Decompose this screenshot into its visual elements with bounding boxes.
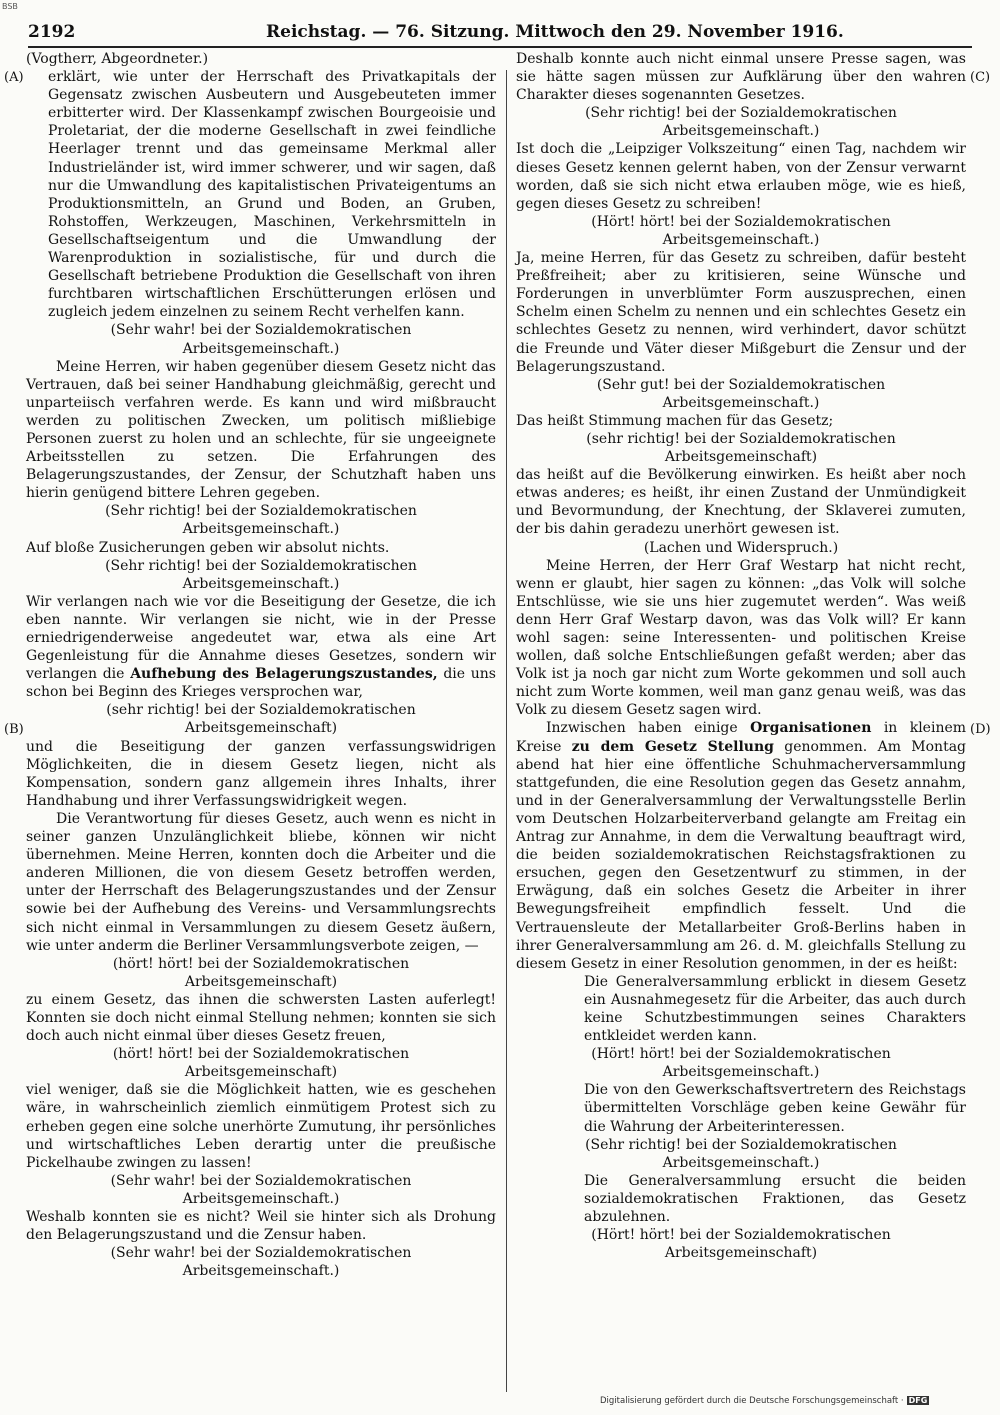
paragraph: Deshalb konnte auch nicht einmal unsere Presse sagen, was sie hätte sagen müssen zur Aufklärung über den wahren Charakter dieses sogenannten Gesetzes. (516, 51, 966, 104)
interjection: (Hört! hört! bei der Sozialdemokratischen Arbeitsgemeinschaft.) (591, 213, 891, 248)
left-column (26, 50, 496, 1280)
interjection: (sehr richtig! bei der Sozialdemokratischen Arbeitsgemeinschaft) (586, 430, 896, 466)
interjection: (Sehr richtig! bei der Sozialdemokratischen Arbeitsgemeinschaft.) (105, 503, 417, 538)
paragraph: erklärt, wie unter der Herrschaft des Privatkapitals der Gegensatz zwischen Ausbeutern und Ausgebeuteten immer erbitterter wird. Der Klassenkampf zwischen Bourgeoisie und Proletariat, der die moderne Gesellschaft in zwei feindliche Heerlager trennt und das gemeinsame Merkmal aller Industrieländer ist, wird immer schwerer, und wir sagen, daß nur die Umwandlung des kapitalistischen Privateigentums an Produktionsmitteln, an Grund und Boden, an Gruben, Rohstoffen, Werkzeugen, Maschinen, Verkehrsmitteln in Gesellschaftseigentum und die Umwandlung der Warenproduktion in sozialistische, für und durch die Gesellschaft betriebene Produktion die Gesellschaft von ihren furchtbaren wirtschaftlichen Erschütterungen erlösen und zugleich jedem einzelnen zu seinem Recht verhelfen kann. (48, 69, 496, 321)
paragraph: Die Verantwortung für dieses Gesetz, auch wenn es nicht in seiner ganzen Unzulänglichkeit bliebe, können wir nicht übernehmen. Meine Herren, konnten doch die Arbeiter und die anderen Millionen, die von diesem Gesetz betroffen werden, unter der Herrschaft des Belagerungszustandes und der Zensur sowie bei der Aufhebung des Vereins- und Versammlungsrechts sich nicht einmal in Versammlungen zu diesem Gesetz äußern, wie unter anderm die Berliner Versammlungsverbote zeigen, — (26, 810, 496, 954)
quoted-resolution: Die Generalversammlung erblickt in diesem Gesetz ein Ausnahmegesetz für die Arbeiter, das auch durch keine Schutzbestimmungen seines Charakters entkleidet werden kann. (584, 973, 966, 1045)
speaker-heading: (Vogtherr, Abgeordneter.) (26, 51, 209, 67)
paragraph: Ist doch die „Leipziger Volkszeitung“ einen Tag, nachdem wir dieses Gesetz kennen gelernt haben, von der Zensur verwarnt worden, daß sie sich nicht etwa erlauben möge, wie es hieß, gegen dieses Gesetz zu schreiben! (516, 141, 966, 212)
interjection: (Hört! hört! bei der Sozialdemokratischen Arbeitsgemeinschaft.) (591, 1046, 891, 1081)
paragraph: viel weniger, daß sie die Möglichkeit hatten, wie es geschehen wäre, in wahrscheinlich ziemlich einmütigem Protest sich zu erheben gegen eine solche unerhörte Zumutung, ihr persönliches und wirtschaftliches Leben derartig unter die preußische Pickelhaube zwingen zu lassen! (26, 1082, 496, 1171)
paragraph: zu einem Gesetz, das ihnen die schwersten Lasten auferlegt! Konnten sie doch nicht einmal Stellung nehmen; konnten sie sich doch auch nicht einmal über dieses Gesetz freuen, (26, 991, 496, 1045)
interjection: (Sehr richtig! bei der Sozialdemokratischen Arbeitsgemeinschaft.) (105, 557, 417, 592)
paragraph: Meine Herren, wir haben gegenüber diesem Gesetz nicht das Vertrauen, daß bei seiner Handhabung gleichmäßig, gerecht und unparteiisch verfahren werde. Es kann und wird mißbraucht werden zu politischen Zwecken, um politisch mißliebige Personen zuerst zu holen und an schlechte, für sie ungeeignete Arbeitsstellen zu setzen. Die Erfahrungen des Belagerungszustandes, der Zensur, der Schutzhaft haben uns hierin genügend bittere Lehren gegeben. (26, 358, 496, 502)
paragraph: Das heißt Stimmung machen für das Gesetz; (516, 412, 834, 429)
interjection: (Sehr richtig! bei der Sozialdemokratischen Arbeitsgemeinschaft.) (585, 105, 897, 140)
margin-marker-a: (A) (4, 70, 24, 85)
emphasis: zu dem Gesetz Stellung (571, 738, 774, 755)
paragraph: Inzwischen haben einige Organisationen in kleinem Kreise zu dem Gesetz Stellung genommen. Am Montag abend hat hier eine öffentliche Schuhmacherversammlung stattgefunden, die eine Resolution gegen das Gesetz annahm, und in der Generalversammlung der Verwaltungsstelle Berlin vom Deutschen Holzarbeiterverband gelangte am Freitag ein Antrag zur Annahme, in dem die Verwaltung beauftragt wird, die beiden sozialdemokratischen Reichstagsfraktionen zu ersuchen, gegen den Gesetzentwurf zu stimmen, in der Erwägung, daß ein solches Gesetz die Arbeiter in ihrer Bewegungsfreiheit empfindlich fesselt. Und die Vertrauensleute der Metallarbeiter Groß-Berlins haben in ihrer Generalversammlung am 26. d. M. gleichfalls Stellung zu diesem Gesetz in einer Resolution genommen, in der es heißt: (516, 720, 967, 972)
margin-marker-d: (D) (970, 722, 991, 737)
interjection: (hört! hört! bei der Sozialdemokratischen Arbeitsgemeinschaft) (112, 1046, 410, 1081)
interjection: (Sehr wahr! bei der Sozialdemokratischen Arbeitsgemeinschaft.) (110, 1245, 412, 1280)
column-divider (506, 70, 507, 1392)
page-number: 2192 (28, 22, 76, 42)
library-label: BSB (2, 2, 18, 11)
dfg-logo: DFG (908, 1396, 928, 1405)
running-title: Reichstag. — 76. Sitzung. Mittwoch den 29. November 1916. (266, 22, 844, 42)
paragraph: Meine Herren, der Herr Graf Westarp hat nicht recht, wenn er glaubt, hier sagen zu können: „das Volk will solche Entschlüsse, wie sie uns hier zugemutet werden“. Was weiß denn Herr Graf Westarp davon, was das Volk will? Er kann wohl sagen: seine Interessenten- und politischen Kreise wollen, daß solche Entschließungen gefaßt werden; aber das Volk ist ja noch gar nicht zum Worte gekommen und soll auch nicht zum Worte kommen, weil man ganz genau weiß, was das Volk zu diesem Gesetz sagen wird. (516, 557, 966, 719)
paragraph: Auf bloße Zusicherungen geben wir absolut nichts. (26, 539, 390, 556)
emphasis: Aufhebung des Belagerungszustandes, (130, 666, 438, 683)
emphasis: Organisationen (750, 720, 872, 737)
paragraph: Wir verlangen nach wie vor die Beseitigung der Gesetze, die ich eben nannte. Wir verlangen sie nicht, wie in der Presse erniedrigenderweise angedeutet war, etwa als eine Art Gegenleistung für die Annahme dieses Gesetzes, sondern wir verlangen die Aufhebung des Belagerungszustandes, die uns schon bei Beginn des Krieges versprochen war, (26, 593, 496, 701)
right-column (516, 50, 966, 1262)
paragraph: Ja, meine Herren, für das Gesetz zu schreiben, dafür besteht Preßfreiheit; aber zu kritisieren, seine Wünsche und Forderungen in unverblümter Form auszusprechen, einen Schelm einen Schelm zu nennen und ein schlechtes Gesetz ein schlechtes Gesetz zu nennen, wird verhindert, davor schützt die Freunde und Väter dieser Mißgeburt die Zensur und der Belagerungszustand. (516, 250, 966, 375)
interjection: (hört! hört! bei der Sozialdemokratischen Arbeitsgemeinschaft) (112, 955, 410, 990)
footer-text: Digitalisierung gefördert durch die Deutsche Forschungsgemeinschaft · (600, 1396, 904, 1406)
page-header (28, 18, 972, 46)
quoted-resolution: Die Generalversammlung ersucht die beiden sozialdemokratischen Fraktionen, das Gesetz abzulehnen. (584, 1172, 966, 1225)
interjection: (Sehr richtig! bei der Sozialdemokratischen Arbeitsgemeinschaft.) (585, 1136, 897, 1171)
paragraph: das heißt auf die Bevölkerung einwirken. Es heißt aber noch etwas anderes; es heißt, ihr einen Zustand der Unmündigkeit und Bevormundung, der Knechtung, der Sklaverei zumuten, der bis dahin geradezu unerhört gewesen ist. (516, 467, 966, 538)
margin-marker-c: (C) (970, 70, 991, 85)
funding-footer (600, 1396, 929, 1406)
interjection: (Hört! hört! bei der Sozialdemokratischen Arbeitsgemeinschaft) (591, 1227, 891, 1262)
paragraph: Weshalb konnten sie es nicht? Weil sie hinter sich als Drohung den Belagerungszustand und die Zensur haben. (26, 1209, 496, 1244)
interjection: (Sehr gut! bei der Sozialdemokratischen Arbeitsgemeinschaft.) (596, 376, 886, 411)
interjection: (Sehr wahr! bei der Sozialdemokratischen Arbeitsgemeinschaft.) (110, 322, 412, 357)
header-rule (28, 46, 972, 48)
quoted-resolution: Die von den Gewerkschaftsvertretern des Reichstags übermittelten Vorschläge geben keine Gewähr für die Wahrung der Arbeiterinteressen. (584, 1082, 966, 1135)
interjection: (Sehr wahr! bei der Sozialdemokratischen Arbeitsgemeinschaft.) (110, 1172, 412, 1207)
paragraph: und die Beseitigung der ganzen verfassungswidrigen Möglichkeiten, die in diesem Gesetz liegen, nicht als Kompensation, sondern ganz allgemein ihres Inhalts, ihrer Handhabung und ihrer Verfassungswidrigkeit wegen. (26, 738, 496, 809)
interjection: (sehr richtig! bei der Sozialdemokratischen Arbeitsgemeinschaft) (106, 702, 416, 737)
interjection: (Lachen und Widerspruch.) (643, 539, 839, 556)
margin-marker-b: (B) (4, 722, 24, 737)
